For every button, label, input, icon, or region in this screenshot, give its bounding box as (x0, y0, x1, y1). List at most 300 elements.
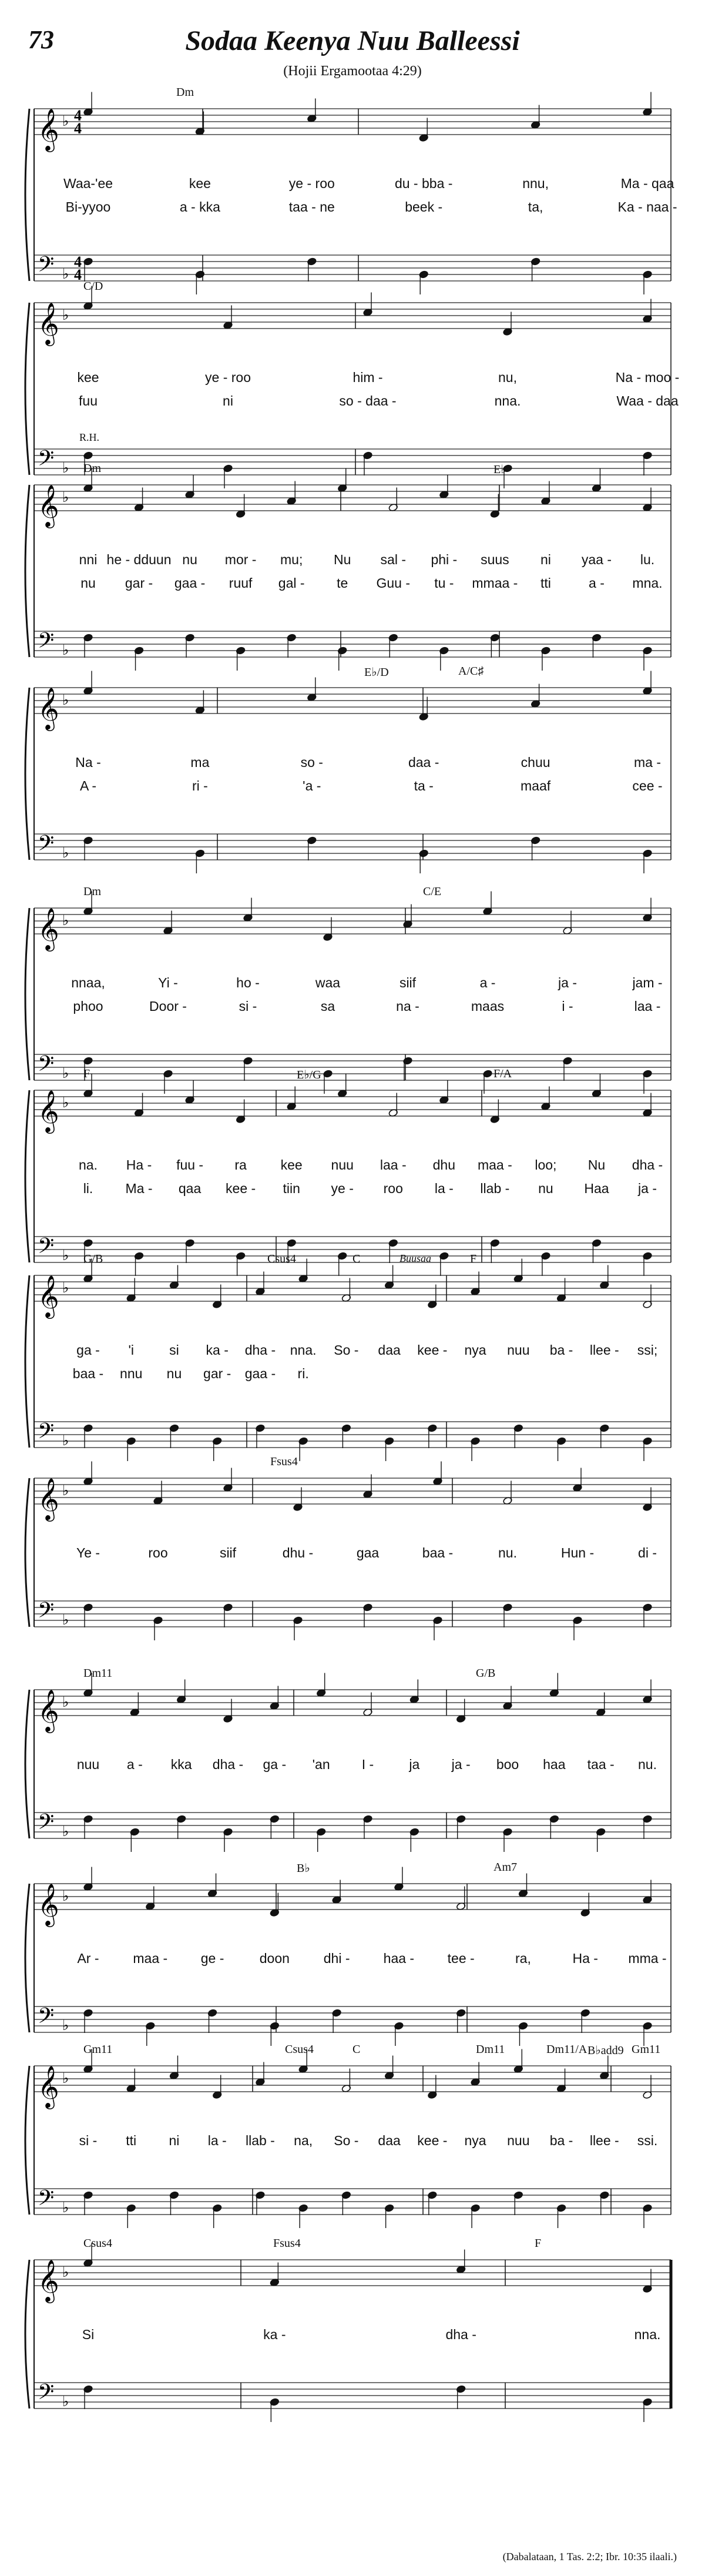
chord-symbol: F/A (494, 1067, 512, 1080)
bass-clef-icon: 𝄢 (38, 446, 55, 476)
melody-note (513, 1259, 523, 1283)
melody-note (207, 1874, 217, 1898)
lyric-syllable: suus (481, 552, 509, 567)
lyric-syllable: ja (409, 1757, 420, 1772)
lyric-syllable: si (169, 1342, 179, 1358)
lyric-syllable: maas (471, 999, 505, 1014)
lyric-syllable: te (337, 575, 348, 591)
lyric-syllable: So - (334, 1342, 359, 1358)
melody-note (337, 468, 347, 493)
lyric-syllable: waa (315, 975, 341, 990)
bass-note (212, 2204, 222, 2228)
lyric-syllable: loo; (535, 1157, 557, 1173)
lyric-syllable: ruuf (229, 575, 253, 591)
lyric-syllable: nuu (507, 2133, 530, 2148)
lyric-syllable: nu (538, 1181, 553, 1196)
lyric-syllable: A - (79, 778, 97, 793)
lyric-syllable: kee - (417, 1342, 448, 1358)
lyric-syllable: nni (79, 552, 98, 567)
lyric-syllable: Ma - (125, 1181, 153, 1196)
lyric-syllable: ye - (331, 1181, 354, 1196)
lyric-line (0, 575, 705, 593)
lyric-syllable: ba - (549, 1342, 573, 1358)
bass-note (643, 849, 653, 873)
lyric-line (0, 2133, 705, 2150)
bass-note (643, 2204, 653, 2228)
lyric-syllable: mmaa - (472, 575, 518, 591)
lyric-syllable: Ka - naa - (617, 199, 677, 215)
key-flat-icon: ♭ (62, 2393, 69, 2410)
treble-clef-icon: 𝄞 (38, 686, 59, 729)
lyric-syllable: nu (166, 1366, 182, 1381)
melody-note (316, 1673, 326, 1697)
lyric-line (0, 975, 705, 993)
lyric-syllable: gaa (356, 1545, 380, 1560)
chord-symbol: Gm11 (83, 2043, 113, 2056)
bass-note (643, 2398, 653, 2422)
bass-staff (34, 1813, 671, 1838)
lyric-syllable: So - (334, 2133, 359, 2148)
lyric-syllable: dha - (632, 1157, 663, 1173)
lyric-syllable: nu (182, 552, 197, 567)
bass-note (388, 634, 398, 658)
bass-note (223, 1828, 233, 1852)
bass-clef-icon: 𝄢 (38, 2380, 55, 2410)
key-flat-icon: ♭ (62, 642, 69, 658)
treble-clef-icon: 𝄞 (38, 2259, 59, 2302)
lyric-syllable: ra (234, 1157, 247, 1173)
bass-note (513, 2191, 523, 2215)
lyric-syllable: mna. (632, 575, 663, 591)
lyric-syllable: si - (239, 999, 257, 1014)
bass-clef-icon: 𝄢 (38, 1234, 55, 1264)
lyric-syllable: ta, (528, 199, 543, 215)
lyric-syllable: ja - (558, 975, 577, 990)
melody-note (549, 1673, 559, 1697)
performance-marker: R.H. (79, 431, 100, 443)
bass-note (363, 1603, 373, 1627)
lyric-syllable: nna. (634, 2327, 661, 2342)
bass-clef-icon: 𝄢 (38, 2186, 55, 2216)
lyric-syllable: Guu - (376, 575, 411, 591)
lyric-syllable: roo (383, 1181, 403, 1196)
chord-symbol: E♭/D (364, 666, 389, 679)
key-flat-icon: ♭ (62, 460, 69, 476)
lyric-syllable: na - (396, 999, 419, 1014)
lyric-syllable: llee - (589, 1342, 619, 1358)
key-flat-icon: ♭ (62, 1482, 69, 1499)
lyric-syllable: dhi - (323, 1951, 350, 1966)
lyric-syllable: Waa-'ee (63, 176, 113, 191)
lyric-syllable: fuu - (176, 1157, 204, 1173)
key-flat-icon: ♭ (62, 2264, 69, 2280)
chord-symbol: Csus4 (83, 2237, 112, 2250)
lyric-syllable: cee - (632, 778, 663, 793)
lyric-syllable: a - (589, 575, 605, 591)
bass-note (599, 1424, 609, 1448)
lyric-syllable: mma - (628, 1951, 667, 1966)
bass-note (332, 2009, 342, 2033)
chord-symbol: E♭ (494, 463, 506, 476)
lyric-syllable: siif (219, 1545, 237, 1560)
footer-note: (Dabalataan, 1 Tas. 2:2; Ibr. 10:35 ilaali.) (502, 2551, 677, 2562)
key-flat-icon: ♭ (62, 912, 69, 929)
chord-symbol: F (470, 1252, 477, 1265)
lyric-syllable: 'an (312, 1757, 330, 1772)
lyric-syllable: nnu, (522, 176, 549, 191)
bass-staff (34, 2006, 671, 2032)
melody-note (185, 1080, 195, 1104)
chord-symbol: C/E (423, 885, 442, 898)
lyric-syllable: nnu (120, 1366, 143, 1381)
lyric-syllable: nu. (498, 1545, 517, 1560)
lyric-syllable: nu, (498, 370, 517, 385)
key-flat-icon: ♭ (62, 692, 69, 708)
lyric-syllable: ge - (200, 1951, 224, 1966)
lyric-syllable: la - (207, 2133, 227, 2148)
lyric-syllable: la - (434, 1181, 454, 1196)
melody-note (337, 1074, 347, 1098)
bass-note (428, 1424, 438, 1448)
chord-symbol: Gm11 (632, 2043, 661, 2056)
bass-note (363, 1815, 373, 1839)
key-flat-icon: ♭ (62, 266, 69, 282)
lyric-syllable: baa - (72, 1366, 104, 1381)
lyric-syllable: laa - (380, 1157, 407, 1173)
bass-note (531, 836, 540, 860)
bass-note (169, 2191, 179, 2215)
melody-note (433, 1462, 443, 1486)
lyric-syllable: nya (464, 2133, 486, 2148)
key-flat-icon: ♭ (62, 1094, 69, 1111)
bass-note (573, 1616, 583, 1640)
lyric-syllable: kee - (417, 2133, 448, 2148)
key-flat-icon: ♭ (62, 2199, 69, 2216)
lyric-syllable: ba - (549, 2133, 573, 2148)
key-flat-icon: ♭ (62, 845, 69, 861)
chord-symbol: B♭add9 (588, 2044, 624, 2057)
chord-symbol: Dm11 (476, 2043, 505, 2056)
chord-symbol: Am7 (494, 1861, 517, 1874)
chord-symbol: F (83, 1067, 90, 1080)
lyric-syllable: he - dduun (106, 552, 172, 567)
bass-note (270, 2398, 280, 2422)
lyric-syllable: di - (638, 1545, 657, 1560)
lyric-syllable: ni (169, 2133, 180, 2148)
key-flat-icon: ♭ (62, 1279, 69, 1296)
treble-clef-icon: 𝄞 (38, 302, 59, 344)
bass-note (419, 849, 429, 873)
lyric-syllable: baa - (422, 1545, 454, 1560)
bass-note (287, 634, 297, 658)
lyric-syllable: sa (320, 999, 335, 1014)
bass-staff (34, 2383, 671, 2408)
chord-symbol: G/B (83, 1252, 103, 1265)
bass-note (207, 2009, 217, 2033)
lyric-syllable: beek - (405, 199, 443, 215)
lyric-syllable: ka - (206, 1342, 229, 1358)
lyric-syllable: Haa (584, 1181, 609, 1196)
treble-clef-icon: 𝄞 (38, 1089, 59, 1132)
lyric-syllable: ni (223, 393, 233, 408)
lyric-syllable: Nu (334, 552, 351, 567)
bass-note (549, 1815, 559, 1839)
bass-note (409, 1828, 419, 1852)
bass-clef-icon: 𝄢 (38, 831, 55, 861)
bass-note (456, 2009, 466, 2033)
lyric-syllable: 'a - (303, 778, 321, 793)
bass-staff (34, 631, 671, 657)
lyric-line (0, 1757, 705, 1774)
lyric-syllable: nuu (507, 1342, 530, 1358)
hymn-number: 73 (28, 25, 54, 54)
lyric-syllable: I - (361, 1757, 374, 1772)
lyric-syllable: nu. (638, 1757, 657, 1772)
bass-note (185, 634, 195, 658)
lyric-syllable: kee (77, 370, 99, 385)
melody-note (83, 92, 93, 116)
bass-note (270, 1815, 280, 1839)
lyric-syllable: kee (189, 176, 211, 191)
melody-note (592, 468, 602, 493)
lyric-syllable: Yi - (158, 975, 178, 990)
chord-symbol: Dm (176, 86, 194, 99)
lyric-syllable: fuu (79, 393, 98, 408)
treble-clef-icon: 𝄞 (38, 1689, 59, 1731)
lyric-syllable: gar - (125, 575, 153, 591)
bass-clef-icon: 𝄢 (38, 628, 55, 658)
lyric-syllable: llab - (480, 1181, 510, 1196)
lyric-line (0, 370, 705, 387)
lyric-syllable: llee - (589, 2133, 619, 2148)
treble-staff (34, 1090, 671, 1116)
melody-note (394, 1867, 404, 1891)
time-signature: 4 (74, 253, 82, 270)
chord-symbol: Dm11 (83, 1667, 113, 1680)
chord-symbol: E♭/G (297, 1068, 321, 1081)
score-system (0, 661, 705, 876)
melody-note (83, 671, 93, 695)
melody-note (185, 475, 195, 499)
lyric-syllable: ssi; (637, 1342, 658, 1358)
chord-symbol: C (352, 1252, 361, 1265)
lyric-syllable: mor - (224, 552, 257, 567)
lyric-syllable: yaa - (581, 552, 612, 567)
lyric-syllable: ho - (236, 975, 260, 990)
bass-note (503, 1828, 513, 1852)
lyric-syllable: dhu - (282, 1545, 314, 1560)
melody-note (513, 2049, 523, 2073)
key-flat-icon: ♭ (62, 1694, 69, 1710)
lyric-syllable: ga - (76, 1342, 100, 1358)
bass-note (599, 2191, 609, 2215)
bass-note (428, 2191, 438, 2215)
lyric-syllable: maa - (477, 1157, 512, 1173)
bass-note (83, 2191, 93, 2215)
lyric-syllable: gal - (278, 575, 305, 591)
lyric-syllable: sal - (380, 552, 406, 567)
bass-note (83, 1815, 93, 1839)
lyric-syllable: dha - (244, 1342, 276, 1358)
lyric-syllable: laa - (634, 999, 661, 1014)
bass-note (83, 1424, 93, 1448)
key-flat-icon: ♭ (62, 113, 69, 129)
treble-staff (34, 688, 671, 713)
treble-clef-icon: 𝄞 (38, 1274, 59, 1317)
lyric-syllable: ye - roo (288, 176, 335, 191)
lyric-syllable: gar - (203, 1366, 231, 1381)
melody-note (307, 678, 317, 702)
lyric-syllable: daa - (408, 755, 439, 770)
chord-symbol: Dm (83, 462, 101, 475)
time-signature: 4 (74, 120, 82, 137)
bass-clef-icon: 𝄢 (38, 1051, 55, 1081)
lyric-syllable: Nu (588, 1157, 606, 1173)
treble-staff (34, 908, 671, 934)
lyric-line (0, 1366, 705, 1384)
bass-note (384, 2204, 394, 2228)
lyric-syllable: na. (79, 1157, 98, 1173)
lyric-syllable: nna. (290, 1342, 317, 1358)
brace-icon (25, 109, 29, 281)
lyric-line (0, 199, 705, 217)
score-system (0, 1663, 705, 1851)
lyric-line (0, 552, 705, 570)
key-flat-icon: ♭ (62, 1065, 69, 1081)
score-system (0, 1857, 705, 2034)
bass-note (293, 1616, 303, 1640)
chord-symbol: A/C♯ (458, 665, 484, 678)
treble-staff (34, 109, 671, 135)
time-signature: 4 (74, 107, 82, 124)
lyric-line (0, 1181, 705, 1198)
lyric-syllable: ta - (414, 778, 434, 793)
lyric-syllable: tu - (434, 575, 454, 591)
lyric-line (0, 778, 705, 796)
lyric-syllable: taa - ne (288, 199, 335, 215)
lyric-syllable: ssi. (637, 2133, 658, 2148)
melody-note (409, 1680, 419, 1704)
bass-note (169, 1424, 179, 1448)
lyric-syllable: ja - (638, 1181, 657, 1196)
melody-note (83, 1462, 93, 1486)
lyric-syllable: du - bba - (394, 176, 453, 191)
lyric-syllable: ye - roo (205, 370, 251, 385)
melody-note (643, 92, 653, 116)
melody-note (456, 2250, 466, 2274)
melody-note (439, 1080, 449, 1104)
treble-clef-icon: 𝄞 (38, 2065, 59, 2108)
bass-note (341, 1424, 351, 1448)
brace-icon (25, 1090, 29, 1262)
lyric-syllable: a - (479, 975, 496, 990)
chord-symbol: C/D (83, 280, 103, 293)
treble-staff (34, 1884, 671, 1910)
key-flat-icon: ♭ (62, 489, 69, 505)
lyric-syllable: Si (82, 2327, 95, 2342)
treble-clef-icon: 𝄞 (38, 484, 59, 527)
lyric-syllable: ri - (192, 778, 208, 793)
chord-symbol: Csus4 (267, 1252, 296, 1265)
lyric-syllable: Waa - daa (616, 393, 679, 408)
lyric-syllable: ri. (297, 1366, 309, 1381)
lyric-syllable: kee - (226, 1181, 256, 1196)
staff-graphic (0, 2233, 705, 2410)
melody-note (223, 1468, 233, 1492)
lyric-syllable: si - (79, 2133, 98, 2148)
treble-staff (34, 2260, 671, 2286)
lyric-syllable: nu (80, 575, 96, 591)
lyric-syllable: Ha - (126, 1157, 152, 1173)
bass-note (298, 2204, 308, 2228)
bass-note (341, 2191, 351, 2215)
chord-symbol: Dm11/A (546, 2043, 588, 2056)
bass-note (176, 1815, 186, 1839)
lyric-syllable: ga - (263, 1757, 287, 1772)
bass-clef-icon: 𝄢 (38, 1810, 55, 1840)
lyric-syllable: tee - (447, 1951, 475, 1966)
time-signature: 4 (74, 266, 82, 283)
lyric-line (0, 1951, 705, 1968)
lyric-line (0, 1545, 705, 1563)
chord-symbol: C (352, 2043, 361, 2056)
bass-staff (34, 834, 671, 860)
lyric-syllable: haa - (383, 1951, 415, 1966)
bass-note (256, 1424, 266, 1448)
melody-note (307, 99, 317, 123)
bass-note (83, 2385, 93, 2409)
lyric-syllable: siif (399, 975, 417, 990)
bass-note (433, 1616, 443, 1640)
key-flat-icon: ♭ (62, 1612, 69, 1628)
key-flat-icon: ♭ (62, 1823, 69, 1840)
bass-note (130, 1828, 140, 1852)
bass-clef-icon: 𝄢 (38, 2004, 55, 2034)
lyric-syllable: maa - (133, 1951, 168, 1966)
bass-note (456, 1815, 466, 1839)
score-system (0, 458, 705, 658)
lyric-syllable: lu. (640, 552, 655, 567)
lyric-syllable: phoo (73, 999, 103, 1014)
lyric-syllable: jam - (632, 975, 663, 990)
melody-note (573, 1468, 583, 1492)
lyric-syllable: ra, (515, 1951, 531, 1966)
melody-note (169, 2056, 179, 2080)
lyric-syllable: ka - (263, 2327, 286, 2342)
melody-note (643, 898, 653, 922)
chord-symbol: Fsus4 (270, 1455, 298, 1468)
treble-clef-icon: 𝄞 (38, 1477, 59, 1520)
bass-note (490, 634, 500, 658)
lyric-syllable: Door - (149, 999, 187, 1014)
bass-note (643, 1815, 653, 1839)
chord-symbol: F (535, 2237, 542, 2250)
chord-symbol: Csus4 (285, 2043, 314, 2056)
melody-note (384, 2056, 394, 2080)
lyric-line (0, 999, 705, 1016)
key-flat-icon: ♭ (62, 307, 69, 323)
lyric-line (0, 2327, 705, 2344)
melody-note (518, 1874, 528, 1898)
lyric-syllable: i - (562, 999, 573, 1014)
staff-graphic (0, 1857, 705, 2034)
lyric-syllable: nuu (331, 1157, 354, 1173)
chord-symbol: G/B (476, 1667, 496, 1680)
bass-note (471, 2204, 481, 2228)
scripture-reference: (Hojii Ergamootaa 4:29) (283, 63, 422, 79)
lyric-syllable: ma (190, 755, 210, 770)
melody-note (439, 475, 449, 499)
